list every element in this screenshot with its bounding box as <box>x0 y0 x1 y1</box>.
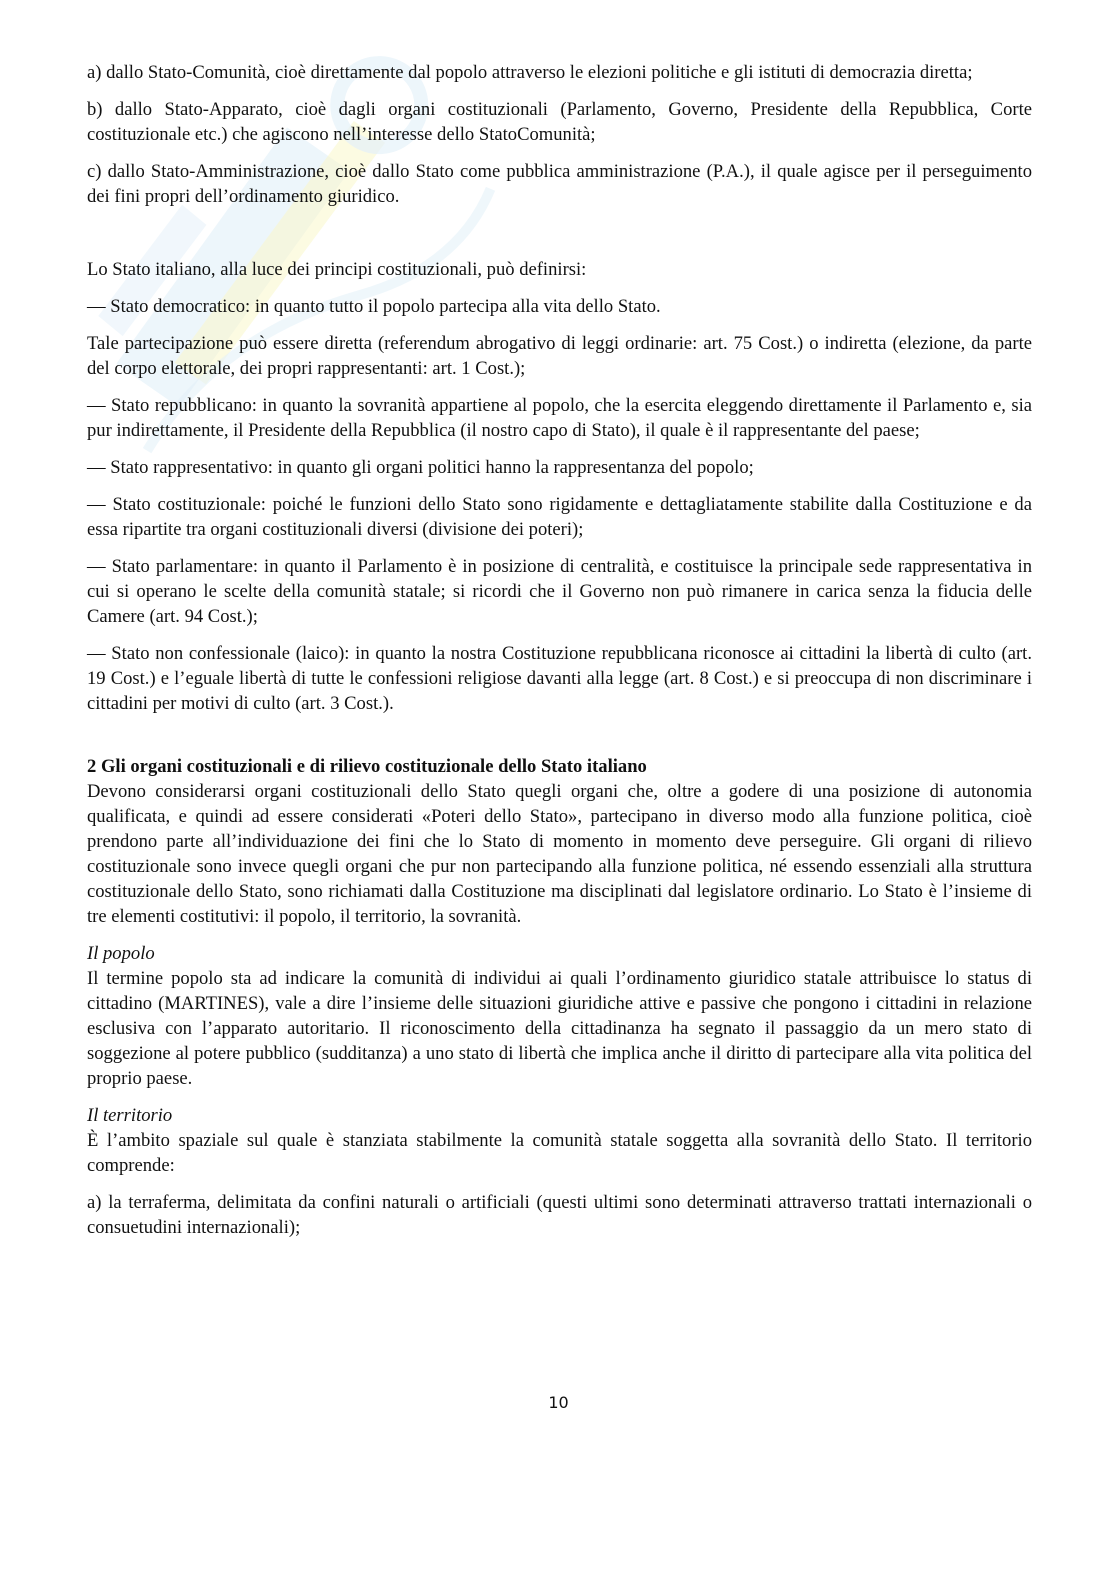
paragraph-intro-definizioni: Lo Stato italiano, alla luce dei principi costituzionali, può definirsi: <box>87 259 587 280</box>
paragraph-stato-apparato: b) dallo Stato-Apparato, cioè dagli organi costituzionali (Parlamento, Governo, Presidente della Repubblica, Corte costituzionale etc.) che agiscono nell’interesse dello StatoComunità; <box>87 99 1032 145</box>
paragraph-stato-amministrazione: c) dallo Stato-Amministrazione, cioè dallo Stato come pubblica amministrazione (P.A.), il quale agisce per il perseguimento dei fini propri dell’ordinamento giuridico. <box>87 161 1032 207</box>
paragraph-partecipazione: Tale partecipazione può essere diretta (referendum abrogativo di leggi ordinarie: art. 75 Cost.) o indiretta (elezione, da parte del corpo elettorale, dei propri rappresentanti: art. 1 Cost.); <box>87 333 1032 379</box>
list-item-stato-parlamentare: — Stato parlamentare: in quanto il Parlamento è in posizione di centralità, e costituisce la principale sede rappresentativa in cui si operano le scelte della comunità statale; si ricordi che il Governo non può rimanere in carica senza la fiducia delle Camere (art. 94 Cost.); <box>87 556 1032 627</box>
section-heading: 2 Gli organi costituzionali e di rilievo costituzionale dello Stato italiano <box>87 756 647 777</box>
list-item-stato-repubblicano: — Stato repubblicano: in quanto la sovranità appartiene al popolo, che la esercita eleggendo direttamente il Parlamento e, sia pur indirettamente, il Presidente della Repubblica (il nostro capo di Stato), il quale è il rappresentante del paese; <box>87 395 1032 441</box>
list-item-stato-non-confessionale: — Stato non confessionale (laico): in quanto la nostra Costituzione repubblicana riconosce ai cittadini la libertà di culto (art. 19 Cost.) e l’eguale libertà di tutte le confessioni religiose davanti alla legge (art. 8 Cost.) e si preoccupa di non discriminare i cittadini per motivi di culto (art. 3 Cost.). <box>87 643 1032 714</box>
paragraph-popolo: Il termine popolo sta ad indicare la comunità di individui ai quali l’ordinamento giuridico statale attribuisce lo status di cittadino (MARTINES), vale a dire l’insieme delle situazioni giuridiche attive e passive che pongono i cittadini in relazione esclusiva con l’apparato autoritario. Il riconoscimento della cittadinanza ha segnato il passaggio da un mero stato di soggezione al potere pubblico (sudditanza) a uno stato di libertà che implica anche il diritto di partecipare alla vita politica del proprio paese. <box>87 968 1032 1089</box>
list-item-stato-rappresentativo: — Stato rappresentativo: in quanto gli organi politici hanno la rappresentanza del popolo; <box>87 457 754 478</box>
subheading-popolo: Il popolo <box>87 943 155 964</box>
paragraph-stato-comunita: a) dallo Stato-Comunità, cioè direttamente dal popolo attraverso le elezioni politiche e gli istituti di democrazia diretta; <box>87 62 973 83</box>
subheading-territorio: Il territorio <box>87 1105 173 1126</box>
paragraph-organi-costituzionali: Devono considerarsi organi costituzionali dello Stato quegli organi che, oltre a godere di una posizione di autonomia qualificata, e quindi ad essere considerati «Poteri dello Stato», partecipano in diverso modo alla funzione politica, cioè prendono parte all’individuazione dei fini che lo Stato di momento in momento deve perseguire. Gli organi di rilievo costituzionale sono invece quegli organi che pur non partecipando alla funzione politica, né essendo essenziali alla struttura costituzionale dello Stato, sono richiamati dalla Costituzione ma disciplinati dal legislatore ordinario. Lo Stato è l’insieme di tre elementi costitutivi: il popolo, il territorio, la sovranità. <box>87 781 1032 927</box>
list-item-stato-democratico: — Stato democratico: in quanto tutto il popolo partecipa alla vita dello Stato. <box>87 296 661 317</box>
document-body <box>87 60 1032 1240</box>
paragraph-territorio: È l’ambito spaziale sul quale è stanziata stabilmente la comunità statale soggetta alla sovranità dello Stato. Il territorio comprende: <box>87 1130 1032 1176</box>
list-item-stato-costituzionale: — Stato costituzionale: poiché le funzioni dello Stato sono rigidamente e dettagliatamente stabilite dalla Costituzione e da essa ripartite tra organi costituzionali diversi (divisione dei poteri); <box>87 494 1032 540</box>
page-number: 10 <box>548 1393 569 1412</box>
list-item-terraferma: a) la terraferma, delimitata da confini naturali o artificiali (questi ultimi sono determinati attraverso trattati internazionali o consuetudini internazionali); <box>87 1192 1032 1238</box>
